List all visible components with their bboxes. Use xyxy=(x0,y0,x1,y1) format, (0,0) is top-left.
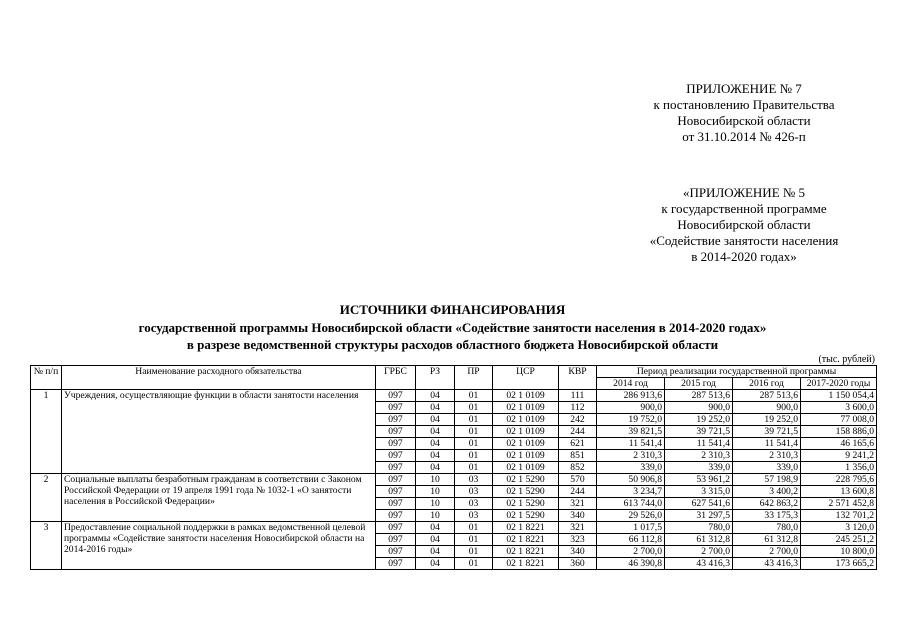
value-2015-cell: 2 700,0 xyxy=(665,546,733,558)
value-2014-cell: 11 541,4 xyxy=(597,438,665,450)
rz-cell: 04 xyxy=(416,426,455,438)
grbs-cell: 097 xyxy=(376,534,416,546)
pr-cell: 01 xyxy=(455,438,493,450)
rz-cell: 10 xyxy=(416,486,455,498)
appendix-5-line: «ПРИЛОЖЕНИЕ № 5 xyxy=(682,185,806,200)
row-number-cell: 2 xyxy=(31,474,62,522)
appendix-7-block xyxy=(600,81,888,145)
rz-cell: 04 xyxy=(416,546,455,558)
header-year-2014: 2014 год xyxy=(597,378,665,390)
value-2014-cell: 286 913,6 xyxy=(597,390,665,402)
csr-cell: 02 1 0109 xyxy=(493,414,559,426)
value-2015-cell: 3 315,0 xyxy=(665,486,733,498)
pr-cell: 01 xyxy=(455,426,493,438)
value-2016-cell: 287 513,6 xyxy=(733,390,801,402)
value-2015-cell: 339,0 xyxy=(665,462,733,474)
header-grbs: ГРБС xyxy=(376,366,416,390)
value-2016-cell: 61 312,8 xyxy=(733,534,801,546)
kvr-cell: 321 xyxy=(559,522,597,534)
grbs-cell: 097 xyxy=(376,402,416,414)
value-2015-cell: 31 297,5 xyxy=(665,510,733,522)
appendix-7-line: к постановлению Правительства xyxy=(653,97,835,112)
document-subtitle: государственной программы Новосибирской области «Содействие занятости населения в 2014-2020 годах» xyxy=(138,320,767,335)
rz-cell: 04 xyxy=(416,534,455,546)
appendix-7-line: от 31.10.2014 № 426-п xyxy=(682,129,806,144)
csr-cell: 02 1 0109 xyxy=(493,450,559,462)
units-label: (тыс. рублей) xyxy=(818,354,875,365)
rz-cell: 04 xyxy=(416,438,455,450)
kvr-cell: 242 xyxy=(559,414,597,426)
value-2017-2020-cell: 245 251,2 xyxy=(801,534,877,546)
rz-cell: 10 xyxy=(416,510,455,522)
value-2014-cell: 2 700,0 xyxy=(597,546,665,558)
csr-cell: 02 1 8221 xyxy=(493,534,559,546)
csr-cell: 02 1 8221 xyxy=(493,522,559,534)
table-row xyxy=(31,390,877,402)
value-2016-cell: 780,0 xyxy=(733,522,801,534)
value-2016-cell: 2 700,0 xyxy=(733,546,801,558)
value-2015-cell: 11 541,4 xyxy=(665,438,733,450)
rz-cell: 10 xyxy=(416,474,455,486)
value-2017-2020-cell: 46 165,6 xyxy=(801,438,877,450)
header-kvr: КВР xyxy=(559,366,597,390)
value-2016-cell: 19 252,0 xyxy=(733,414,801,426)
kvr-cell: 323 xyxy=(559,534,597,546)
obligation-name-cell: Социальные выплаты безработным гражданам в соответствии с Законом Российской Федерации от 19 апреля 1991 года № 1032-1 «О занятости населения в Российской Федерации» xyxy=(62,474,376,522)
pr-cell: 01 xyxy=(455,534,493,546)
csr-cell: 02 1 0109 xyxy=(493,426,559,438)
value-2015-cell: 53 961,2 xyxy=(665,474,733,486)
pr-cell: 03 xyxy=(455,510,493,522)
csr-cell: 02 1 5290 xyxy=(493,486,559,498)
kvr-cell: 340 xyxy=(559,510,597,522)
csr-cell: 02 1 5290 xyxy=(493,498,559,510)
value-2014-cell: 46 390,8 xyxy=(597,558,665,570)
value-2014-cell: 3 234,7 xyxy=(597,486,665,498)
value-2017-2020-cell: 1 356,0 xyxy=(801,462,877,474)
value-2016-cell: 339,0 xyxy=(733,462,801,474)
grbs-cell: 097 xyxy=(376,510,416,522)
value-2017-2020-cell: 13 600,8 xyxy=(801,486,877,498)
row-number-cell: 3 xyxy=(31,522,62,570)
grbs-cell: 097 xyxy=(376,558,416,570)
grbs-cell: 097 xyxy=(376,438,416,450)
value-2016-cell: 39 721,5 xyxy=(733,426,801,438)
grbs-cell: 097 xyxy=(376,486,416,498)
header-year-2015: 2015 год xyxy=(665,378,733,390)
csr-cell: 02 1 0109 xyxy=(493,402,559,414)
value-2014-cell: 900,0 xyxy=(597,402,665,414)
kvr-cell: 851 xyxy=(559,450,597,462)
grbs-cell: 097 xyxy=(376,450,416,462)
value-2014-cell: 613 744,0 xyxy=(597,498,665,510)
value-2014-cell: 50 906,8 xyxy=(597,474,665,486)
value-2015-cell: 2 310,3 xyxy=(665,450,733,462)
pr-cell: 01 xyxy=(455,450,493,462)
csr-cell: 02 1 0109 xyxy=(493,462,559,474)
value-2016-cell: 33 175,3 xyxy=(733,510,801,522)
value-2017-2020-cell: 2 571 452,8 xyxy=(801,498,877,510)
csr-cell: 02 1 8221 xyxy=(493,558,559,570)
value-2015-cell: 287 513,6 xyxy=(665,390,733,402)
obligation-name-cell: Предоставление социальной поддержки в рамках ведомственной целевой программы «Содействие занятости населения Новосибирской области на 2014-2016 годы» xyxy=(62,522,376,570)
value-2015-cell: 43 416,3 xyxy=(665,558,733,570)
value-2017-2020-cell: 3 120,0 xyxy=(801,522,877,534)
header-years-2017-2020: 2017-2020 годы xyxy=(801,378,877,390)
rz-cell: 04 xyxy=(416,462,455,474)
grbs-cell: 097 xyxy=(376,462,416,474)
grbs-cell: 097 xyxy=(376,498,416,510)
kvr-cell: 111 xyxy=(559,390,597,402)
value-2017-2020-cell: 228 795,6 xyxy=(801,474,877,486)
value-2015-cell: 39 721,5 xyxy=(665,426,733,438)
grbs-cell: 097 xyxy=(376,390,416,402)
kvr-cell: 360 xyxy=(559,558,597,570)
appendix-7-line: ПРИЛОЖЕНИЕ № 7 xyxy=(686,81,802,96)
rz-cell: 04 xyxy=(416,414,455,426)
table-header-row xyxy=(31,366,877,378)
rz-cell: 10 xyxy=(416,498,455,510)
pr-cell: 03 xyxy=(455,498,493,510)
value-2015-cell: 61 312,8 xyxy=(665,534,733,546)
row-number-cell: 1 xyxy=(31,390,62,474)
csr-cell: 02 1 0109 xyxy=(493,390,559,402)
obligation-name-cell: Учреждения, осуществляющие функции в области занятости населения xyxy=(62,390,376,474)
value-2016-cell: 900,0 xyxy=(733,402,801,414)
pr-cell: 03 xyxy=(455,486,493,498)
document-title: ИСТОЧНИКИ ФИНАНСИРОВАНИЯ xyxy=(339,302,566,317)
value-2015-cell: 780,0 xyxy=(665,522,733,534)
value-2017-2020-cell: 77 008,0 xyxy=(801,414,877,426)
value-2016-cell: 642 863,2 xyxy=(733,498,801,510)
csr-cell: 02 1 8221 xyxy=(493,546,559,558)
grbs-cell: 097 xyxy=(376,426,416,438)
rz-cell: 04 xyxy=(416,450,455,462)
kvr-cell: 621 xyxy=(559,438,597,450)
csr-cell: 02 1 0109 xyxy=(493,438,559,450)
rz-cell: 04 xyxy=(416,522,455,534)
header-name: Наименование расходного обязательства xyxy=(62,366,376,390)
appendix-7-line: Новосибирской области xyxy=(677,113,811,128)
pr-cell: 03 xyxy=(455,474,493,486)
header-year-2016: 2016 год xyxy=(733,378,801,390)
value-2016-cell: 57 198,9 xyxy=(733,474,801,486)
rz-cell: 04 xyxy=(416,402,455,414)
value-2017-2020-cell: 9 241,2 xyxy=(801,450,877,462)
header-csr: ЦСР xyxy=(493,366,559,390)
value-2014-cell: 19 752,0 xyxy=(597,414,665,426)
pr-cell: 01 xyxy=(455,462,493,474)
value-2017-2020-cell: 10 800,0 xyxy=(801,546,877,558)
appendix-5-block xyxy=(600,185,888,265)
value-2017-2020-cell: 173 665,2 xyxy=(801,558,877,570)
header-period: Период реализации государственной программы xyxy=(597,366,877,378)
kvr-cell: 244 xyxy=(559,486,597,498)
kvr-cell: 244 xyxy=(559,426,597,438)
table-row xyxy=(31,474,877,486)
value-2016-cell: 3 400,2 xyxy=(733,486,801,498)
value-2015-cell: 627 541,6 xyxy=(665,498,733,510)
value-2016-cell: 11 541,4 xyxy=(733,438,801,450)
grbs-cell: 097 xyxy=(376,414,416,426)
kvr-cell: 321 xyxy=(559,498,597,510)
appendix-5-line: к государственной программе xyxy=(661,201,827,216)
grbs-cell: 097 xyxy=(376,546,416,558)
financing-table xyxy=(30,365,877,570)
value-2014-cell: 29 526,0 xyxy=(597,510,665,522)
pr-cell: 01 xyxy=(455,546,493,558)
value-2015-cell: 19 252,0 xyxy=(665,414,733,426)
table-body xyxy=(31,390,877,570)
value-2016-cell: 2 310,3 xyxy=(733,450,801,462)
value-2015-cell: 900,0 xyxy=(665,402,733,414)
value-2017-2020-cell: 1 150 054,4 xyxy=(801,390,877,402)
rz-cell: 04 xyxy=(416,390,455,402)
pr-cell: 01 xyxy=(455,402,493,414)
header-rz: РЗ xyxy=(416,366,455,390)
kvr-cell: 852 xyxy=(559,462,597,474)
appendix-5-line: Новосибирской области xyxy=(677,217,811,232)
document-subtitle: в разрезе ведомственной структуры расходов областного бюджета Новосибирской области xyxy=(186,337,719,352)
header-num: № п/п xyxy=(31,366,62,390)
value-2014-cell: 1 017,5 xyxy=(597,522,665,534)
value-2017-2020-cell: 158 886,0 xyxy=(801,426,877,438)
pr-cell: 01 xyxy=(455,558,493,570)
header-pr: ПР xyxy=(455,366,493,390)
value-2014-cell: 2 310,3 xyxy=(597,450,665,462)
table-row xyxy=(31,522,877,534)
kvr-cell: 112 xyxy=(559,402,597,414)
grbs-cell: 097 xyxy=(376,522,416,534)
value-2017-2020-cell: 3 600,0 xyxy=(801,402,877,414)
grbs-cell: 097 xyxy=(376,474,416,486)
value-2016-cell: 43 416,3 xyxy=(733,558,801,570)
csr-cell: 02 1 5290 xyxy=(493,474,559,486)
pr-cell: 01 xyxy=(455,414,493,426)
rz-cell: 04 xyxy=(416,558,455,570)
value-2017-2020-cell: 132 701,2 xyxy=(801,510,877,522)
appendix-5-line: в 2014-2020 годах» xyxy=(691,249,797,264)
value-2014-cell: 66 112,8 xyxy=(597,534,665,546)
value-2014-cell: 39 821,5 xyxy=(597,426,665,438)
appendix-5-line: «Содействие занятости населения xyxy=(649,233,839,248)
value-2014-cell: 339,0 xyxy=(597,462,665,474)
kvr-cell: 570 xyxy=(559,474,597,486)
pr-cell: 01 xyxy=(455,522,493,534)
kvr-cell: 340 xyxy=(559,546,597,558)
pr-cell: 01 xyxy=(455,390,493,402)
csr-cell: 02 1 5290 xyxy=(493,510,559,522)
